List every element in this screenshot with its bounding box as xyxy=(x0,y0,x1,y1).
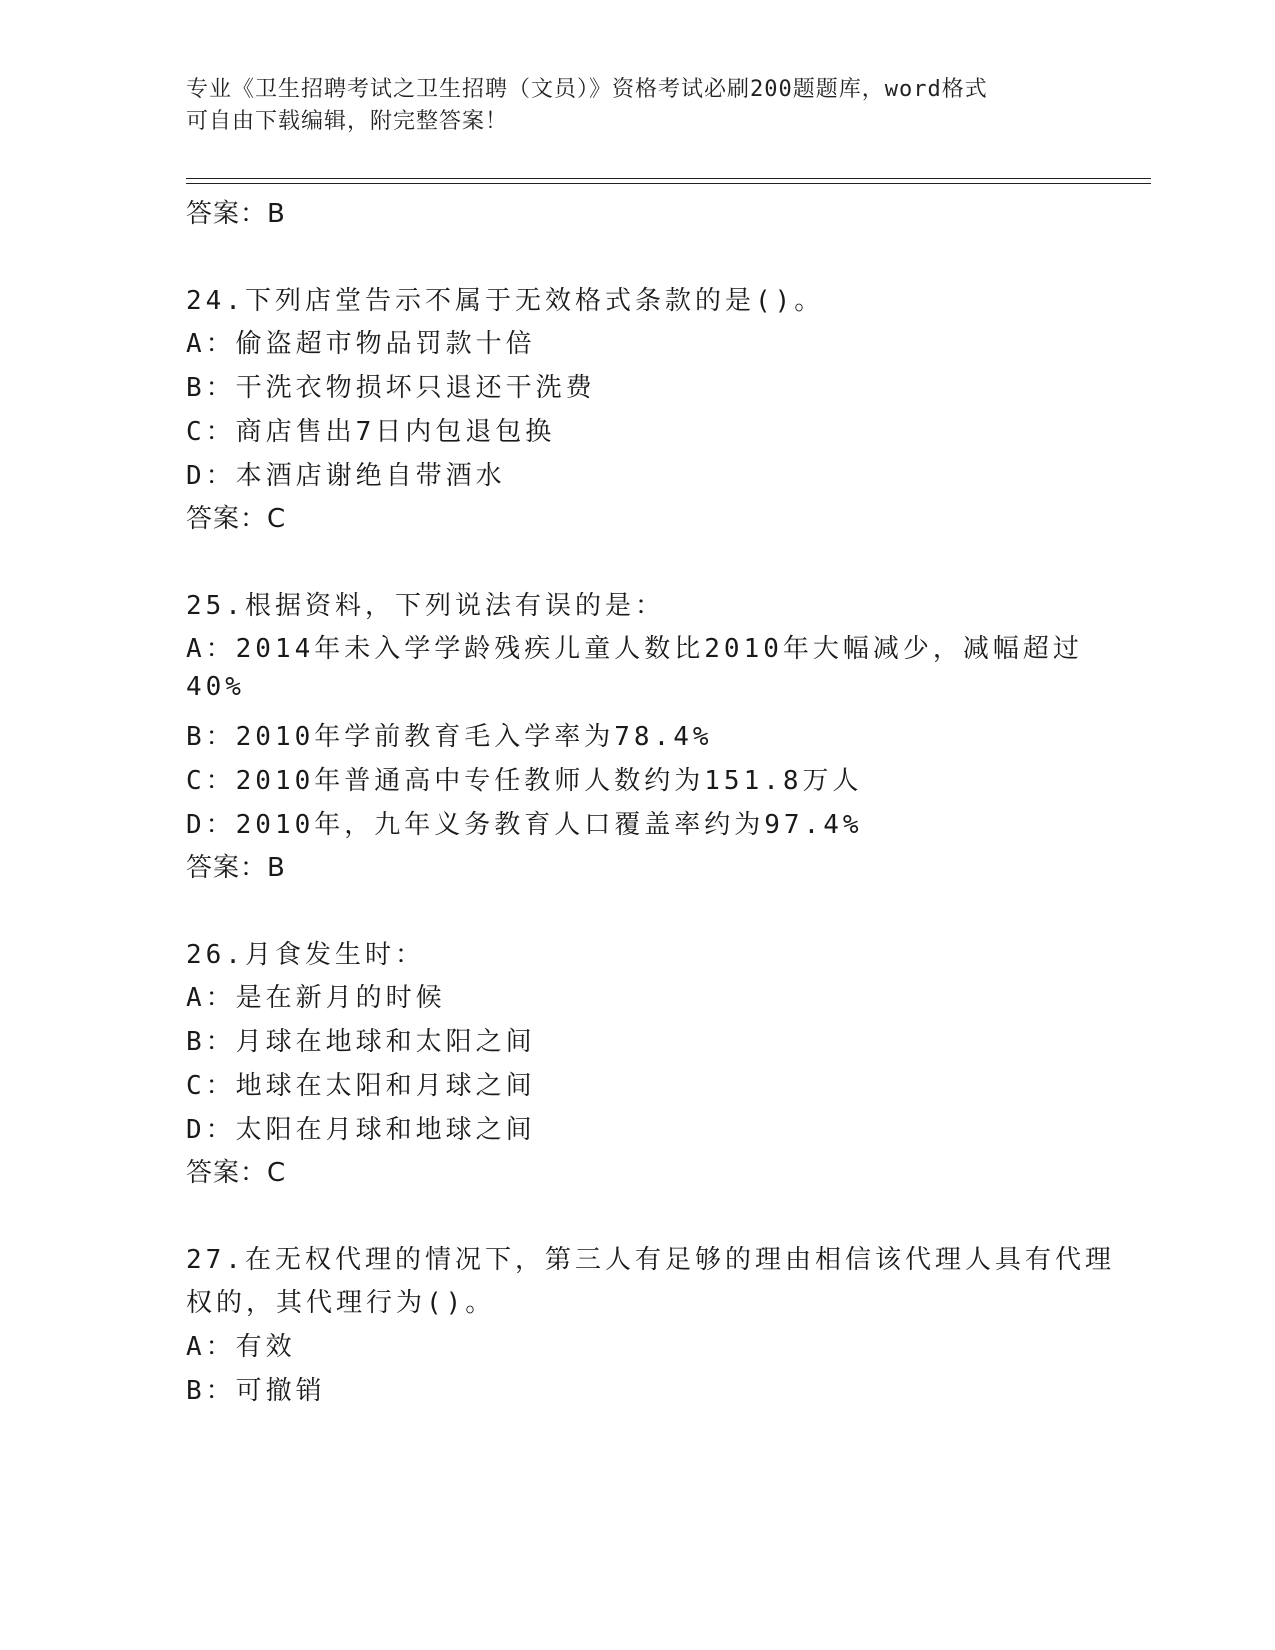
question-25-option-b: B：2010年学前教育毛入学率为78.4% xyxy=(186,722,713,752)
header-line-2: 可自由下载编辑，附完整答案！ xyxy=(186,109,509,134)
question-24-option-d: D：本酒店谢绝自带酒水 xyxy=(186,461,506,491)
document-header xyxy=(186,74,1086,138)
question-26-option-d: D：太阳在月球和地球之间 xyxy=(186,1115,536,1145)
question-24-option-b: B：干洗衣物损坏只退还干洗费 xyxy=(186,373,596,403)
question-25-option-d: D：2010年，九年义务教育人口覆盖率约为97.4% xyxy=(186,810,863,840)
question-25-answer: 答案：B xyxy=(186,853,286,883)
question-25-stem: 25.根据资料，下列说法有误的是： xyxy=(186,591,665,621)
question-26-stem: 26.月食发生时： xyxy=(186,940,425,970)
question-24-answer: 答案：C xyxy=(186,504,287,534)
header-line-1: 专业《卫生招聘考试之卫生招聘（文员）》资格考试必刷200题题库，word格式 xyxy=(186,77,988,102)
question-26-option-b: B：月球在地球和太阳之间 xyxy=(186,1027,536,1057)
question-25-option-a-continued: 40% xyxy=(186,672,245,702)
header-divider-bottom xyxy=(186,183,1151,184)
question-25-option-c: C：2010年普通高中专任教师人数约为151.8万人 xyxy=(186,766,863,796)
question-27-stem-continued: 权的，其代理行为()。 xyxy=(186,1288,496,1318)
question-24-option-a: A：偷盗超市物品罚款十倍 xyxy=(186,329,536,359)
question-24-stem: 24.下列店堂告示不属于无效格式条款的是()。 xyxy=(186,286,825,316)
question-26-option-a: A：是在新月的时候 xyxy=(186,983,446,1013)
previous-answer: 答案：B xyxy=(186,199,286,229)
question-26-option-c: C：地球在太阳和月球之间 xyxy=(186,1071,536,1101)
question-25-option-a: A：2014年未入学学龄残疾儿童人数比2010年大幅减少，减幅超过 xyxy=(186,634,1083,664)
header-divider-top xyxy=(186,178,1151,179)
question-27-option-a: A：有效 xyxy=(186,1332,296,1362)
question-26-answer: 答案：C xyxy=(186,1158,287,1188)
question-27-option-b: B：可撤销 xyxy=(186,1376,326,1406)
question-27-stem: 27.在无权代理的情况下，第三人有足够的理由相信该代理人具有代理 xyxy=(186,1245,1115,1275)
question-24-option-c: C：商店售出7日内包退包换 xyxy=(186,417,556,447)
